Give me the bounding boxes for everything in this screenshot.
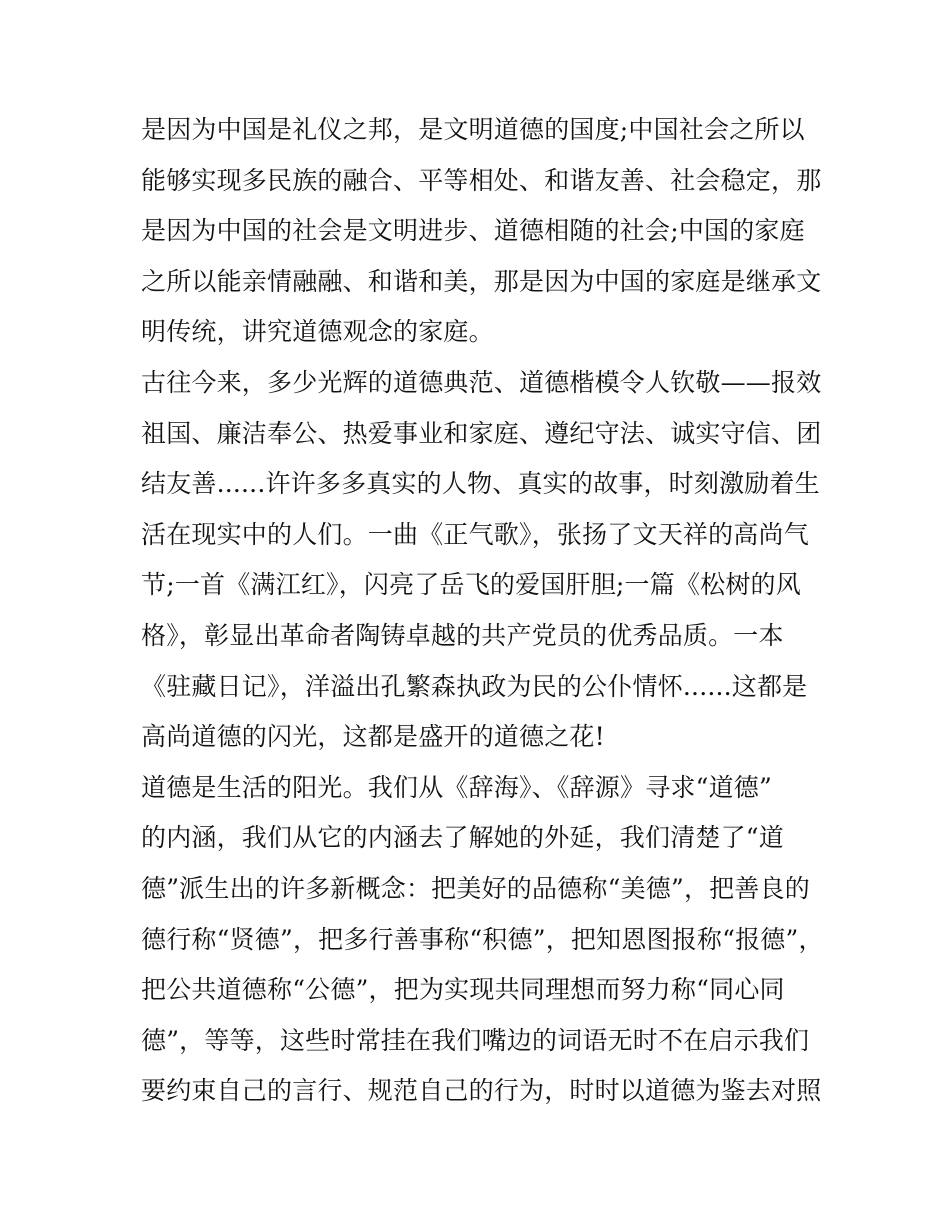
- text-line: 要约束自己的言行、规范自己的行为，时时以道德为鉴去对照: [141, 1076, 822, 1106]
- text-line: 祖国、廉洁奉公、热爱事业和家庭、遵纪守法、诚实守信、团: [141, 418, 822, 448]
- text-line: 德行称“贤德”，把多行善事称“积德”，把知恩图报称“报德”，: [141, 924, 824, 954]
- text-line: 之所以能亲情融融、和谐和美，那是因为中国的家庭是继承文: [141, 266, 822, 296]
- text-line: 高尚道德的闪光，这都是盛开的道德之花!: [141, 722, 605, 752]
- text-line: 节;一首《满江红》，闪亮了岳飞的爱国肝胆;一篇《松树的风: [141, 570, 801, 600]
- text-line: 明传统，讲究道德观念的家庭。: [141, 317, 494, 347]
- text-line: 《驻藏日记》，洋溢出孔繁森执政为民的公仆情怀......这都是: [141, 671, 808, 701]
- text-line: 的内涵，我们从它的内涵去了解她的外延，我们清楚了“道: [141, 823, 784, 853]
- text-line: 把公共道德称“公德”，把为实现共同理想而努力称“同心同: [141, 975, 785, 1005]
- text-line: 古往今来，多少光辉的道德典范、道德楷模令人钦敬——报效: [141, 367, 822, 397]
- text-line: 结友善......许许多多真实的人物、真实的故事，时刻激励着生: [141, 469, 820, 499]
- text-line: 是因为中国的社会是文明进步、道德相随的社会;中国的家庭: [141, 216, 805, 246]
- text-line: 是因为中国是礼仪之邦，是文明道德的国度;中国社会之所以: [141, 115, 805, 144]
- text-line: 德”派生出的许多新概念：把美好的品德称“美德”，把善良的: [141, 873, 810, 903]
- text-line: 德”，等等，这些时常挂在我们嘴边的词语无时不在启示我们: [141, 1025, 810, 1055]
- text-line: 能够实现多民族的融合、平等相处、和谐友善、社会稳定，那: [141, 165, 822, 195]
- text-line: 活在现实中的人们。一曲《正气歌》，张扬了文天祥的高尚气: [141, 519, 809, 549]
- text-line: 格》，彰显出革命者陶铸卓越的共产党员的优秀品质。一本: [141, 620, 784, 650]
- document-body-text: [141, 105, 824, 1117]
- text-line: 道德是生活的阳光。我们从《辞海》、《辞源》寻求“道德”: [141, 772, 772, 802]
